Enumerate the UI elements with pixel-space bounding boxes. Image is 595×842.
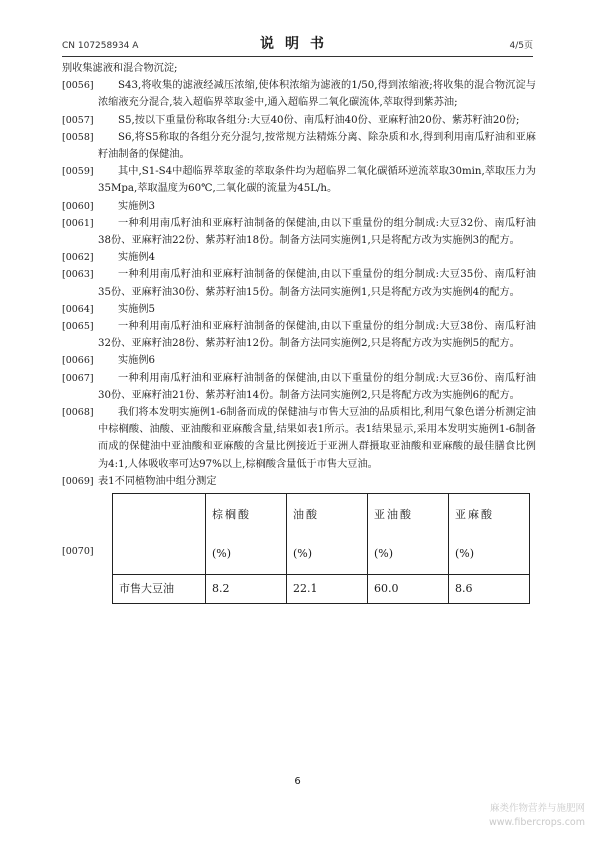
column-name: 亚油酸 <box>374 507 413 521</box>
page-count: 4/5页 <box>509 41 533 51</box>
paragraph-number: [0063] <box>62 269 94 281</box>
paragraph-number: [0069] <box>62 475 94 487</box>
paragraph <box>62 198 536 215</box>
paragraph-number: [0064] <box>62 303 94 315</box>
paragraph <box>62 129 536 163</box>
section-heading: 实施例4 <box>118 252 156 264</box>
paragraph <box>62 266 536 300</box>
body-text <box>62 60 536 604</box>
paragraph-text: S6,将S5称取的各组分充分混匀,按常规方法精炼分离、除杂质和水,得到利用南瓜籽油和亚麻籽油制备的保健油。 <box>98 131 536 161</box>
watermark-line: 麻类作物营养与施肥网 <box>489 803 585 814</box>
table-paragraph <box>62 493 536 604</box>
paragraph-text: S43,将收集的滤液经减压浓缩,使体积浓缩为滤液的1/50,得到浓缩液;将收集的混合物沉淀与浓缩液充分混合,装入超临界萃取釜中,通入超临界二氧化碳流体,萃取得到紫苏油; <box>98 80 536 109</box>
row-label: 市售大豆油 <box>113 575 206 604</box>
paragraph <box>62 215 536 249</box>
paragraph-number: [0062] <box>62 252 94 264</box>
paragraph <box>62 249 536 266</box>
paragraph <box>62 473 536 490</box>
paragraph-text: 别收集滤液和混合物沉淀; <box>62 63 178 74</box>
paragraph-number: [0066] <box>62 355 94 367</box>
paragraph <box>62 370 536 404</box>
table-header-cell <box>368 494 449 575</box>
table-header-cell <box>449 494 530 575</box>
paragraph-text: 一种利用南瓜籽油和亚麻籽油制备的保健油,由以下重量份的组分制成:大豆38份、南瓜籽油32份、亚麻籽油28份、紫苏籽油12份。制备方法同实施例2,只是将配方改为实施例5的配方。 <box>98 321 536 350</box>
paragraph-text: 我们将本发明实施例1-6制备而成的保健油与市售大豆油的品质相比,利用气象色谱分析测定油中棕榈酸、油酸、亚油酸和亚麻酸含量,结果如表1所示。表1结果显示,采用本发明实施例1-6制备而成的保健油中亚油酸和亚麻酸的含量比例接近于亚洲人群摄取亚油酸和亚麻酸的最佳膳食比例为4:1,人体吸收率可达97%以上,棕榈酸含量低于市售大豆油。 <box>98 407 536 470</box>
paragraph-text: 一种利用南瓜籽油和亚麻籽油制备的保健油,由以下重量份的组分制成:大豆36份、南瓜籽油30份、亚麻籽油21份、紫苏籽油14份。制备方法同实施例2,只是将配方改为实施例6的配方。 <box>98 372 536 401</box>
column-name: 棕榈酸 <box>212 507 251 521</box>
site-watermark <box>489 802 585 830</box>
paragraph-number: [0070] <box>62 546 94 558</box>
paragraph-text: 一种利用南瓜籽油和亚麻籽油制备的保健油,由以下重量份的组分制成:大豆32份、南瓜籽油38份、亚麻籽油22份、紫苏籽油18份。制备方法同实施例1,只是将配方改为实施例3的配方。 <box>98 217 536 247</box>
column-unit: (%) <box>455 547 475 561</box>
page-header <box>62 34 533 57</box>
table-header-row <box>113 494 530 575</box>
patent-number: CN 107258934 A <box>62 41 139 51</box>
paragraph <box>62 77 536 111</box>
data-table <box>112 493 530 604</box>
paragraph-text: 其中,S1-S4中超临界萃取釜的萃取条件均为超临界二氧化碳循环逆流萃取30min,萃取压力为35Mpa,萃取温度为60℃,二氧化碳的流量为45L/h。 <box>98 166 536 195</box>
table-cell: 60.0 <box>368 575 449 604</box>
paragraph-text: S5,按以下重量份称取各组分:大豆40份、南瓜籽油40份、亚麻籽油20份、紫苏籽油20份; <box>118 114 520 126</box>
paragraph-number: [0060] <box>62 200 94 212</box>
column-unit: (%) <box>293 547 313 561</box>
watermark-line: www.fibercrops.com <box>488 817 585 828</box>
paragraph <box>62 112 536 129</box>
paragraph <box>62 301 536 318</box>
paragraph <box>62 404 536 473</box>
paragraph-number: [0067] <box>62 372 94 384</box>
paragraph-number: [0068] <box>62 407 94 419</box>
paragraph-number: [0057] <box>62 114 94 126</box>
page-number: 6 <box>294 776 301 787</box>
document-title: 说明书 <box>260 36 335 52</box>
table-caption: 表1不同植物油中组分测定 <box>98 475 217 487</box>
table-cell: 8.6 <box>449 575 530 604</box>
paragraph-number: [0059] <box>62 166 94 178</box>
paragraph-number: [0065] <box>62 321 94 333</box>
paragraph-continuation <box>62 60 536 77</box>
table-row <box>113 575 530 604</box>
paragraph-number: [0056] <box>62 80 94 92</box>
column-unit: (%) <box>212 547 232 561</box>
column-unit: (%) <box>374 547 394 561</box>
paragraph <box>62 318 536 352</box>
paragraph-number: [0061] <box>62 217 94 229</box>
table-cell: 22.1 <box>287 575 368 604</box>
table-header-cell <box>206 494 287 575</box>
table-header-cell <box>287 494 368 575</box>
table-corner-cell <box>113 494 206 575</box>
table-cell: 8.2 <box>206 575 287 604</box>
column-name: 油酸 <box>293 507 319 521</box>
section-heading: 实施例5 <box>118 303 156 315</box>
paragraph-number: [0058] <box>62 131 94 143</box>
paragraph <box>62 163 536 197</box>
column-name: 亚麻酸 <box>455 507 494 521</box>
paragraph-text: 一种利用南瓜籽油和亚麻籽油制备的保健油,由以下重量份的组分制成:大豆35份、南瓜籽油35份、亚麻籽油30份、紫苏籽油15份。制备方法同实施例1,只是将配方改为实施例4的配方。 <box>98 269 536 298</box>
section-heading: 实施例6 <box>118 355 156 367</box>
paragraph <box>62 352 536 369</box>
section-heading: 实施例3 <box>118 200 156 212</box>
